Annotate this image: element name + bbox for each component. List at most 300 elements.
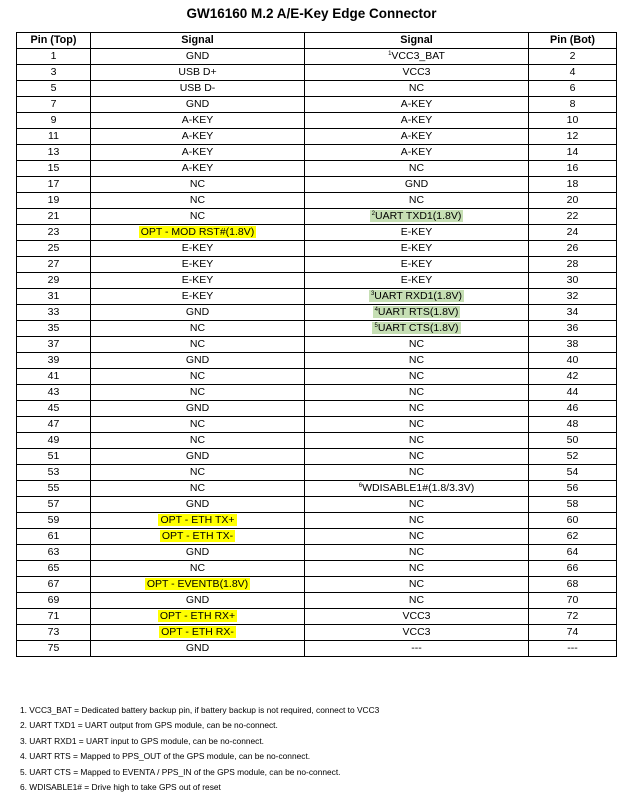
signal-top-cell-value: NC: [189, 178, 206, 190]
signal-bot-cell: [305, 433, 529, 449]
signal-bot-cell: [305, 145, 529, 161]
signal-top-cell-value: GND: [185, 50, 210, 62]
pin-bot-cell-value: 32: [566, 290, 579, 302]
pin-bot-cell: [529, 609, 617, 625]
signal-top-cell-text: [158, 610, 237, 622]
pin-bot-cell: [529, 289, 617, 305]
pin-top-cell: [17, 465, 91, 481]
signal-bot-cell-text: [409, 562, 424, 574]
signal-bot-cell: [305, 449, 529, 465]
signal-top-cell-text: [182, 274, 214, 286]
table-row: [17, 193, 617, 209]
signal-top-cell-value: OPT - ETH TX-: [161, 530, 234, 542]
signal-bot-cell: [305, 225, 529, 241]
pin-top-cell-text: [48, 354, 60, 366]
signal-bot-cell: [305, 273, 529, 289]
pin-top-cell-value: 13: [47, 146, 60, 158]
signal-top-cell-text: [186, 50, 209, 62]
signal-bot-cell-value: E-KEY: [400, 242, 433, 254]
pin-top-cell-text: [48, 322, 60, 334]
signal-top-cell-text: [159, 626, 236, 638]
pin-top-cell: [17, 209, 91, 225]
signal-bot-cell: [305, 321, 529, 337]
pin-bot-cell: [529, 577, 617, 593]
signal-bot-cell-value: GND: [404, 178, 429, 190]
signal-top-cell-text: [182, 290, 214, 302]
pin-top-cell-value: 61: [47, 530, 60, 542]
pin-bot-cell: [529, 177, 617, 193]
pin-bot-cell-value: 26: [566, 242, 579, 254]
pin-top-cell-value: 1: [50, 50, 57, 62]
signal-top-cell: [91, 465, 305, 481]
signal-top-cell-value: E-KEY: [181, 242, 214, 254]
pin-top-cell: [17, 561, 91, 577]
pin-bot-cell: [529, 257, 617, 273]
signal-bot-cell: [305, 289, 529, 305]
pin-bot-cell-text: [567, 226, 579, 238]
signal-top-cell: [91, 225, 305, 241]
table-row: [17, 177, 617, 193]
signal-bot-cell-value: UART TXD1(1.8V): [374, 210, 462, 222]
table-row: [17, 209, 617, 225]
pin-top-cell: [17, 401, 91, 417]
signal-top-cell: [91, 449, 305, 465]
signal-bot-cell: [305, 113, 529, 129]
pin-top-cell-text: [51, 50, 57, 62]
signal-top-cell: [91, 193, 305, 209]
signal-bot-cell-value: VCC3: [402, 66, 431, 78]
signal-top-cell: [91, 529, 305, 545]
signal-bot-cell: [305, 577, 529, 593]
pin-bot-cell-value: 64: [566, 546, 579, 558]
signal-top-cell-text: [190, 434, 205, 446]
footnote: 2. UART TXD1 = UART output from GPS module, can be no-connect.: [20, 720, 278, 731]
pin-top-cell-text: [48, 626, 60, 638]
pin-top-cell: [17, 417, 91, 433]
signal-top-cell: [91, 113, 305, 129]
pin-bot-cell-text: [570, 66, 576, 78]
pin-top-cell: [17, 241, 91, 257]
pin-top-cell-text: [48, 210, 60, 222]
signal-bot-cell-value: NC: [408, 562, 425, 574]
pin-top-cell: [17, 81, 91, 97]
pin-bot-cell-text: [567, 162, 579, 174]
pin-bot-cell-text: [567, 290, 579, 302]
signal-top-cell: [91, 289, 305, 305]
signal-top-cell-value: NC: [189, 418, 206, 430]
table-row: [17, 129, 617, 145]
signal-bot-cell-value: A-KEY: [400, 130, 433, 142]
signal-bot-cell-value: NC: [408, 194, 425, 206]
pin-top-cell: [17, 593, 91, 609]
signal-bot-cell: [305, 545, 529, 561]
signal-bot-cell-value: A-KEY: [400, 98, 433, 110]
signal-bot-cell: [305, 641, 529, 657]
pin-top-cell: [17, 225, 91, 241]
signal-bot-cell: [305, 513, 529, 529]
pin-bot-cell-text: [567, 210, 579, 222]
pin-top-cell-text: [48, 130, 59, 142]
signal-top-cell-value: NC: [189, 482, 206, 494]
signal-top-cell: [91, 577, 305, 593]
signal-top-cell: [91, 97, 305, 113]
signal-bot-cell: [305, 497, 529, 513]
pin-top-cell-value: 45: [47, 402, 60, 414]
signal-bot-cell-value: NC: [408, 514, 425, 526]
pin-top-cell: [17, 545, 91, 561]
pin-top-cell-text: [48, 306, 60, 318]
table-row: [17, 449, 617, 465]
signal-top-cell-value: NC: [189, 466, 206, 478]
signal-bot-cell: [305, 209, 529, 225]
signal-bot-cell: [305, 593, 529, 609]
footnote-marker: 2: [371, 211, 375, 217]
signal-bot-cell-value: ---: [411, 642, 422, 654]
signal-bot-cell-text: [409, 418, 424, 430]
signal-bot-cell: [305, 353, 529, 369]
pin-top-cell: [17, 497, 91, 513]
signal-top-cell-value: NC: [189, 370, 206, 382]
pin-bot-cell-value: 24: [566, 226, 579, 238]
pin-top-cell: [17, 273, 91, 289]
header-signal-bot: Signal: [305, 33, 529, 49]
pin-top-cell: [17, 257, 91, 273]
pin-bot-cell-value: 14: [566, 146, 579, 158]
signal-bot-cell-text: [409, 162, 424, 174]
pin-bot-cell-value: 44: [566, 386, 579, 398]
pin-top-cell-text: [48, 594, 60, 606]
pin-top-cell-value: 69: [47, 594, 60, 606]
pin-bot-cell: [529, 97, 617, 113]
footnote: 5. UART CTS = Mapped to EVENTA / PPS_IN of the GPS module, can be no-connect.: [20, 766, 341, 777]
pin-top-cell-value: 31: [47, 290, 60, 302]
pin-top-cell-text: [48, 274, 60, 286]
signal-bot-cell: [305, 609, 529, 625]
pin-top-cell-text: [48, 578, 60, 590]
signal-bot-cell-value: E-KEY: [400, 274, 433, 286]
pin-bot-cell: [529, 113, 617, 129]
pin-top-cell: [17, 97, 91, 113]
pin-top-cell-text: [48, 642, 60, 654]
signal-top-cell-text: [158, 514, 236, 526]
pin-top-cell-value: 15: [47, 162, 60, 174]
signal-bot-cell-text: [409, 338, 424, 350]
table-row: [17, 369, 617, 385]
pin-bot-cell-value: 66: [566, 562, 579, 574]
pin-bot-cell-value: 18: [566, 178, 579, 190]
signal-bot-cell-value: UART CTS(1.8V): [377, 322, 459, 334]
footnote-marker: 4: [374, 307, 378, 313]
pin-bot-cell-value: 72: [566, 610, 579, 622]
signal-bot-cell-value: VCC3: [402, 610, 431, 622]
pin-bot-cell: [529, 337, 617, 353]
signal-top-cell: [91, 561, 305, 577]
signal-bot-cell-value: NC: [408, 594, 425, 606]
signal-bot-cell-value: UART RTS(1.8V): [377, 306, 459, 318]
pin-bot-cell-text: [567, 178, 579, 190]
table-row: [17, 321, 617, 337]
signal-top-cell-value: A-KEY: [181, 162, 214, 174]
pin-top-cell-value: 33: [47, 306, 60, 318]
signal-top-cell-text: [180, 82, 216, 94]
pin-bot-cell-text: [567, 306, 579, 318]
signal-bot-cell-value: NC: [408, 498, 425, 510]
signal-bot-cell-value: NC: [408, 450, 425, 462]
signal-top-cell-value: A-KEY: [181, 130, 214, 142]
pin-top-cell: [17, 321, 91, 337]
pin-top-cell: [17, 369, 91, 385]
pin-bot-cell-text: [567, 338, 579, 350]
pin-top-cell-value: 75: [47, 642, 60, 654]
pin-bot-cell-value: ---: [567, 642, 578, 654]
signal-top-cell: [91, 385, 305, 401]
signal-bot-cell-value: E-KEY: [400, 226, 433, 238]
pin-bot-cell-value: 68: [566, 578, 579, 590]
signal-top-cell-text: [182, 114, 214, 126]
pin-top-cell-text: [48, 466, 60, 478]
pin-bot-cell-value: 42: [566, 370, 579, 382]
table-row: [17, 353, 617, 369]
signal-bot-cell-text: [409, 530, 424, 542]
signal-bot-cell-text: [409, 466, 424, 478]
table-row: [17, 113, 617, 129]
signal-top-cell-value: NC: [189, 562, 206, 574]
pin-top-cell: [17, 385, 91, 401]
header-row: [17, 33, 617, 49]
pin-top-cell-text: [48, 290, 60, 302]
pin-top-cell-value: 65: [47, 562, 60, 574]
pin-top-cell-value: 51: [47, 450, 60, 462]
signal-top-cell-value: NC: [189, 338, 206, 350]
pin-top-cell-value: 71: [47, 610, 60, 622]
pin-bot-cell-value: 6: [569, 82, 576, 94]
signal-bot-cell-text: [401, 274, 433, 286]
header-pin-top: Pin (Top): [17, 33, 91, 49]
signal-top-cell: [91, 625, 305, 641]
pin-bot-cell-value: 30: [566, 274, 579, 286]
signal-top-cell: [91, 129, 305, 145]
pin-top-cell-value: 49: [47, 434, 60, 446]
pin-top-cell-value: 21: [47, 210, 60, 222]
pin-top-cell-text: [48, 610, 60, 622]
signal-top-cell-text: [190, 178, 205, 190]
signal-top-cell-value: E-KEY: [181, 290, 214, 302]
signal-bot-cell: [305, 417, 529, 433]
pin-top-cell-text: [48, 338, 60, 350]
signal-top-cell-value: GND: [185, 498, 210, 510]
signal-top-cell-value: GND: [185, 306, 210, 318]
table-row: [17, 545, 617, 561]
signal-bot-cell: [305, 401, 529, 417]
table-row: [17, 641, 617, 657]
pin-top-cell-value: 5: [50, 82, 57, 94]
pin-top-cell: [17, 305, 91, 321]
signal-top-cell-text: [182, 258, 214, 270]
pin-top-cell-value: 43: [47, 386, 60, 398]
pin-bot-cell-text: [567, 322, 579, 334]
signal-top-cell-text: [182, 162, 214, 174]
table-row: [17, 241, 617, 257]
signal-bot-cell-text: [409, 578, 424, 590]
pin-bot-cell-value: 74: [566, 626, 579, 638]
signal-top-cell-value: OPT - ETH RX-: [161, 626, 234, 638]
signal-top-cell-text: [139, 226, 257, 238]
pin-bot-cell: [529, 145, 617, 161]
signal-bot-cell: [305, 81, 529, 97]
signal-bot-cell-text: [401, 146, 433, 158]
signal-bot-cell-text: [409, 514, 424, 526]
pin-top-cell-value: 67: [47, 578, 60, 590]
pin-bot-cell: [529, 417, 617, 433]
signal-bot-cell-text: [401, 258, 433, 270]
pin-top-cell-value: 7: [50, 98, 57, 110]
table-row: [17, 145, 617, 161]
pin-top-cell: [17, 177, 91, 193]
signal-bot-cell-value: NC: [408, 402, 425, 414]
signal-top-cell-value: GND: [185, 642, 210, 654]
table-row: [17, 481, 617, 497]
pin-bot-cell-text: [567, 354, 579, 366]
pin-bot-cell-text: [570, 82, 576, 94]
pin-bot-cell: [529, 433, 617, 449]
pin-top-cell-text: [48, 178, 60, 190]
signal-top-cell: [91, 241, 305, 257]
pin-bot-cell-value: 12: [566, 130, 579, 142]
signal-top-cell: [91, 81, 305, 97]
signal-top-cell: [91, 321, 305, 337]
signal-top-cell-text: [186, 402, 209, 414]
signal-top-cell: [91, 161, 305, 177]
signal-bot-cell-text: [359, 482, 474, 494]
pin-bot-cell: [529, 305, 617, 321]
footnote: 3. UART RXD1 = UART input to GPS module, can be no-connect.: [20, 735, 265, 746]
signal-top-cell: [91, 609, 305, 625]
signal-top-cell-text: [160, 530, 235, 542]
table-row: [17, 161, 617, 177]
pin-bot-cell: [529, 209, 617, 225]
signal-top-cell-value: NC: [189, 434, 206, 446]
pin-bot-cell-text: [567, 578, 579, 590]
signal-top-cell: [91, 209, 305, 225]
signal-bot-cell-text: [409, 594, 424, 606]
signal-top-cell-value: A-KEY: [181, 114, 214, 126]
footnote: 1. VCC3_BAT = Dedicated battery backup pin, if battery backup is not required, connect to VCC3: [20, 705, 380, 715]
pin-top-cell-text: [48, 418, 60, 430]
signal-top-cell: [91, 65, 305, 81]
pin-bot-cell: [529, 241, 617, 257]
pin-bot-cell-value: 28: [566, 258, 579, 270]
signal-top-cell-text: [190, 338, 205, 350]
signal-bot-cell-value: NC: [408, 82, 425, 94]
signal-bot-cell-value: NC: [408, 162, 425, 174]
signal-top-cell-value: GND: [185, 402, 210, 414]
signal-bot-cell-text: [373, 306, 461, 318]
signal-bot-cell-text: [369, 290, 464, 302]
signal-top-cell-text: [190, 194, 205, 206]
pin-bot-cell-text: [567, 466, 579, 478]
pin-bot-cell: [529, 353, 617, 369]
header-pin-bot: Pin (Bot): [529, 33, 617, 49]
signal-bot-cell-text: [401, 226, 433, 238]
pin-top-cell: [17, 65, 91, 81]
signal-bot-cell: [305, 241, 529, 257]
signal-top-cell: [91, 545, 305, 561]
pin-top-cell-text: [48, 514, 60, 526]
pin-bot-cell-text: [567, 562, 579, 574]
signal-top-cell-value: GND: [185, 354, 210, 366]
pin-bot-cell-text: [567, 610, 579, 622]
signal-bot-cell-text: [411, 642, 422, 654]
signal-top-cell: [91, 273, 305, 289]
signal-bot-cell-value: NC: [408, 546, 425, 558]
signal-bot-cell-value: NC: [408, 338, 425, 350]
pin-bot-cell-text: [567, 546, 579, 558]
signal-top-cell-value: E-KEY: [181, 258, 214, 270]
signal-top-cell-text: [186, 306, 209, 318]
signal-bot-cell: [305, 97, 529, 113]
pin-bot-cell: [529, 369, 617, 385]
signal-top-cell: [91, 497, 305, 513]
pin-top-cell-value: 11: [48, 130, 59, 142]
pin-top-cell: [17, 113, 91, 129]
pin-top-cell-text: [51, 98, 57, 110]
signal-top-cell-value: GND: [185, 98, 210, 110]
signal-top-cell-text: [190, 562, 205, 574]
table-row: [17, 257, 617, 273]
table-row: [17, 225, 617, 241]
pin-bot-cell: [529, 497, 617, 513]
signal-bot-cell-text: [402, 610, 430, 622]
table-row: [17, 417, 617, 433]
pin-top-cell-value: 47: [47, 418, 60, 430]
pin-top-cell-text: [48, 146, 60, 158]
signal-bot-cell: [305, 161, 529, 177]
pin-top-cell-value: 39: [47, 354, 60, 366]
signal-top-cell: [91, 369, 305, 385]
signal-top-cell-text: [182, 130, 214, 142]
pin-top-cell-text: [48, 226, 60, 238]
signal-top-cell-text: [182, 242, 214, 254]
footnote-marker: 3: [370, 291, 375, 297]
signal-bot-cell-text: [401, 114, 433, 126]
signal-top-cell-text: [178, 66, 216, 78]
pin-bot-cell-text: [567, 498, 579, 510]
pin-top-cell-value: 25: [47, 242, 60, 254]
signal-top-cell: [91, 401, 305, 417]
pin-top-cell-text: [48, 546, 60, 558]
table-row: [17, 561, 617, 577]
pin-top-cell: [17, 49, 91, 65]
pin-bot-cell-text: [570, 98, 576, 110]
signal-bot-cell-value: NC: [408, 354, 425, 366]
signal-top-cell-value: OPT - ETH RX+: [159, 610, 236, 622]
signal-top-cell: [91, 481, 305, 497]
signal-top-cell: [91, 177, 305, 193]
pin-top-cell-text: [51, 82, 57, 94]
table-row: [17, 529, 617, 545]
header-signal-top: Signal: [91, 33, 305, 49]
signal-bot-cell-text: [409, 434, 424, 446]
table-row: [17, 273, 617, 289]
signal-bot-cell-text: [409, 82, 424, 94]
footnote-marker: 6: [358, 483, 363, 489]
pin-bot-cell-value: 40: [566, 354, 579, 366]
signal-top-cell: [91, 353, 305, 369]
pin-bot-cell-value: 62: [566, 530, 579, 542]
footnotes: [20, 703, 379, 795]
signal-bot-cell: [305, 49, 529, 65]
pin-top-cell-value: 19: [47, 194, 60, 206]
